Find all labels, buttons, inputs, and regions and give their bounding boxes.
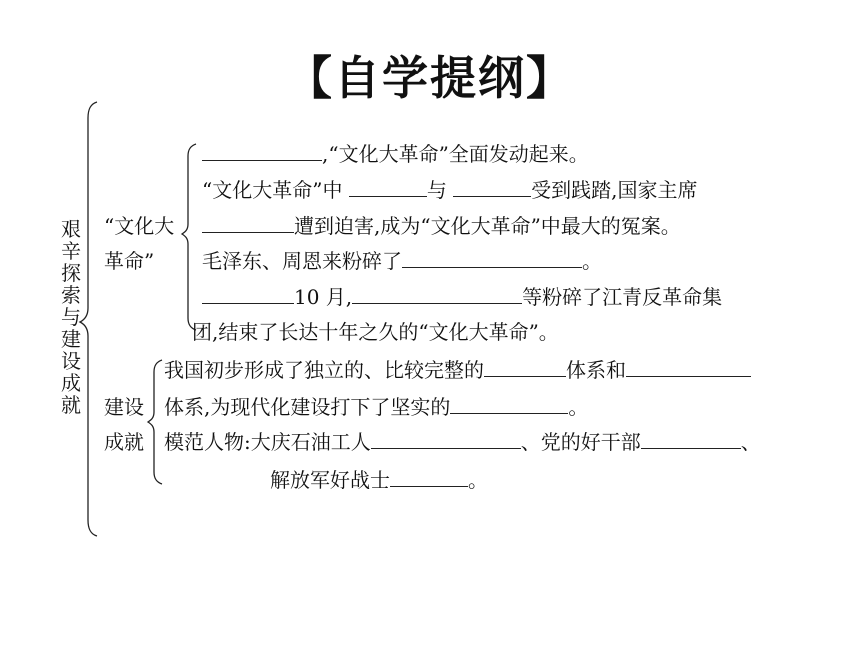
main-topic-char: 建 (61, 327, 81, 351)
fill-blank[interactable] (484, 358, 566, 377)
wenge-line-3: 遭到迫害,成为“文化大革命”中最大的冤案。 (202, 212, 681, 240)
main-topic-char: 成 (61, 371, 81, 395)
main-topic-char: 艰 (61, 217, 81, 241)
jianshe-line-3: 模范人物:大庆石油工人 、党的好干部 、 (164, 430, 761, 454)
wenge-line-5: 10 月, 等粉碎了江青反革命集 (202, 283, 722, 311)
main-topic-char: 探 (61, 261, 81, 285)
main-topic-char: 与 (61, 305, 81, 329)
jianshe-brace (148, 360, 162, 484)
jianshe-line-4: 解放军好战士 。 (270, 468, 488, 492)
fill-blank[interactable] (352, 285, 522, 304)
main-topic-char: 索 (61, 283, 81, 307)
jianshe-label-line2: 成就 (104, 430, 144, 454)
main-topic-char: 就 (61, 393, 81, 417)
wenge-line-4: 毛泽东、周恩来粉碎了 。 (202, 249, 602, 273)
jianshe-label-line1: 建设 (104, 395, 144, 419)
fill-blank[interactable] (450, 395, 568, 414)
fill-blank[interactable] (626, 358, 751, 377)
fill-blank[interactable] (202, 214, 294, 233)
wenge-label-line1: “文化大 (104, 214, 175, 238)
fill-blank[interactable] (402, 249, 582, 268)
wenge-brace (182, 144, 196, 330)
fill-blank[interactable] (390, 468, 468, 487)
wenge-label-line2: 革命” (104, 249, 155, 273)
main-topic-char: 辛 (61, 239, 81, 263)
wenge-line-1: ,“文化大革命”全面发动起来。 (202, 140, 589, 168)
main-topic-char: 设 (61, 349, 81, 373)
page-title: 【自学提纲】 (286, 51, 574, 105)
fill-blank[interactable] (202, 142, 322, 161)
main-topic-label (60, 218, 82, 416)
fill-blank[interactable] (453, 178, 531, 197)
fill-blank[interactable] (349, 178, 427, 197)
jianshe-line-1: 我国初步形成了独立的、比较完整的 体系和 (164, 356, 751, 384)
wenge-line-2: “文化大革命”中 与 受到践踏,国家主席 (202, 178, 698, 202)
fill-blank[interactable] (641, 430, 741, 449)
jianshe-line-2: 体系,为现代化建设打下了坚实的 。 (164, 395, 589, 419)
wenge-line-6: 团,结束了长达十年之久的“文化大革命”。 (192, 320, 559, 344)
main-brace (80, 102, 97, 536)
fill-blank[interactable] (371, 430, 521, 449)
fill-blank[interactable] (202, 285, 294, 304)
